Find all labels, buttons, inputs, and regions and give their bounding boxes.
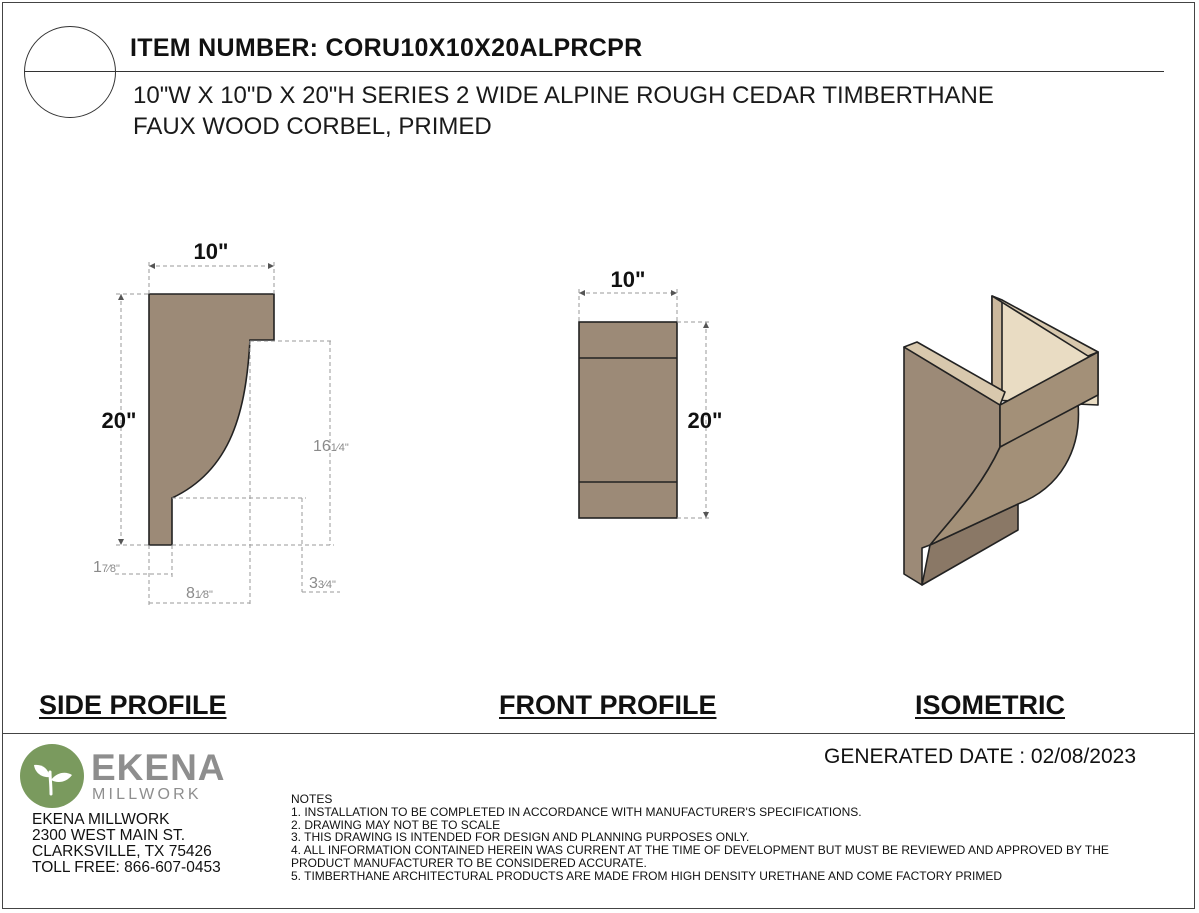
description-line-2: FAUX WOOD CORBEL, PRIMED	[133, 113, 492, 140]
company-phone: TOLL FREE: 866-607-0453	[32, 859, 221, 876]
leaf-icon	[20, 744, 84, 808]
description-line-1: 10"W X 10"D X 20"H SERIES 2 WIDE ALPINE ROUGH CEDAR TIMBERTHANE	[133, 82, 994, 109]
notes-title: NOTES	[291, 792, 333, 806]
front-profile-shape	[579, 322, 677, 518]
note-item: PRODUCT MANUFACTURER TO BE CONSIDERED ACCURATE.	[291, 855, 647, 870]
company-info	[32, 812, 221, 876]
front-width-dim: 10"	[610, 267, 646, 292]
side-profile-label: SIDE PROFILE	[39, 690, 227, 720]
side-dim-8-1-8: 81⁄8"	[186, 585, 213, 602]
brand-name: EKENA	[91, 747, 226, 788]
note-item: 2. DRAWING MAY NOT BE TO SCALE	[291, 817, 501, 832]
company-address-1: 2300 WEST MAIN ST.	[32, 827, 186, 844]
notes-block	[291, 793, 1109, 883]
company-name: EKENA MILLWORK	[32, 811, 170, 828]
footer-separator	[2, 733, 1195, 734]
side-profile-shape	[149, 294, 274, 545]
isometric-label: ISOMETRIC	[915, 690, 1066, 720]
front-profile-view	[579, 267, 722, 518]
brand-logo	[20, 744, 84, 808]
side-width-dim: 10"	[193, 239, 229, 264]
brand-subtitle: MILLWORK	[92, 786, 202, 803]
generated-date: GENERATED DATE : 02/08/2023	[824, 745, 1137, 768]
side-profile-view	[93, 239, 349, 606]
item-number: ITEM NUMBER: CORU10X10X20ALPRCPR	[130, 34, 643, 62]
note-item: 1. INSTALLATION TO BE COMPLETED IN ACCORDANCE WITH MANUFACTURER'S SPECIFICATIONS.	[291, 804, 862, 819]
side-dim-3-3-4: 33⁄4"	[309, 575, 336, 592]
company-address-2: CLARKSVILLE, TX 75426	[32, 843, 212, 860]
front-profile-label: FRONT PROFILE	[499, 690, 717, 720]
side-dim-16-quarter: 161⁄4"	[313, 438, 349, 455]
note-item: 4. ALL INFORMATION CONTAINED HEREIN WAS CURRENT AT THE TIME OF DEVELOPMENT BUT MUST BE REVIEWED AND APPROVED BY THE	[291, 843, 1109, 858]
front-height-dim: 20"	[687, 408, 723, 433]
isometric-view	[904, 296, 1098, 585]
side-dim-1-7-8: 17⁄8"	[93, 559, 120, 576]
side-height-dim: 20"	[101, 408, 137, 433]
note-item: 3. THIS DRAWING IS INTENDED FOR DESIGN AND PLANNING PURPOSES ONLY.	[291, 830, 750, 845]
note-item: 5. TIMBERTHANE ARCHITECTURAL PRODUCTS ARE MADE FROM HIGH DENSITY URETHANE AND COME FACTORY PRIMED	[291, 868, 1002, 883]
